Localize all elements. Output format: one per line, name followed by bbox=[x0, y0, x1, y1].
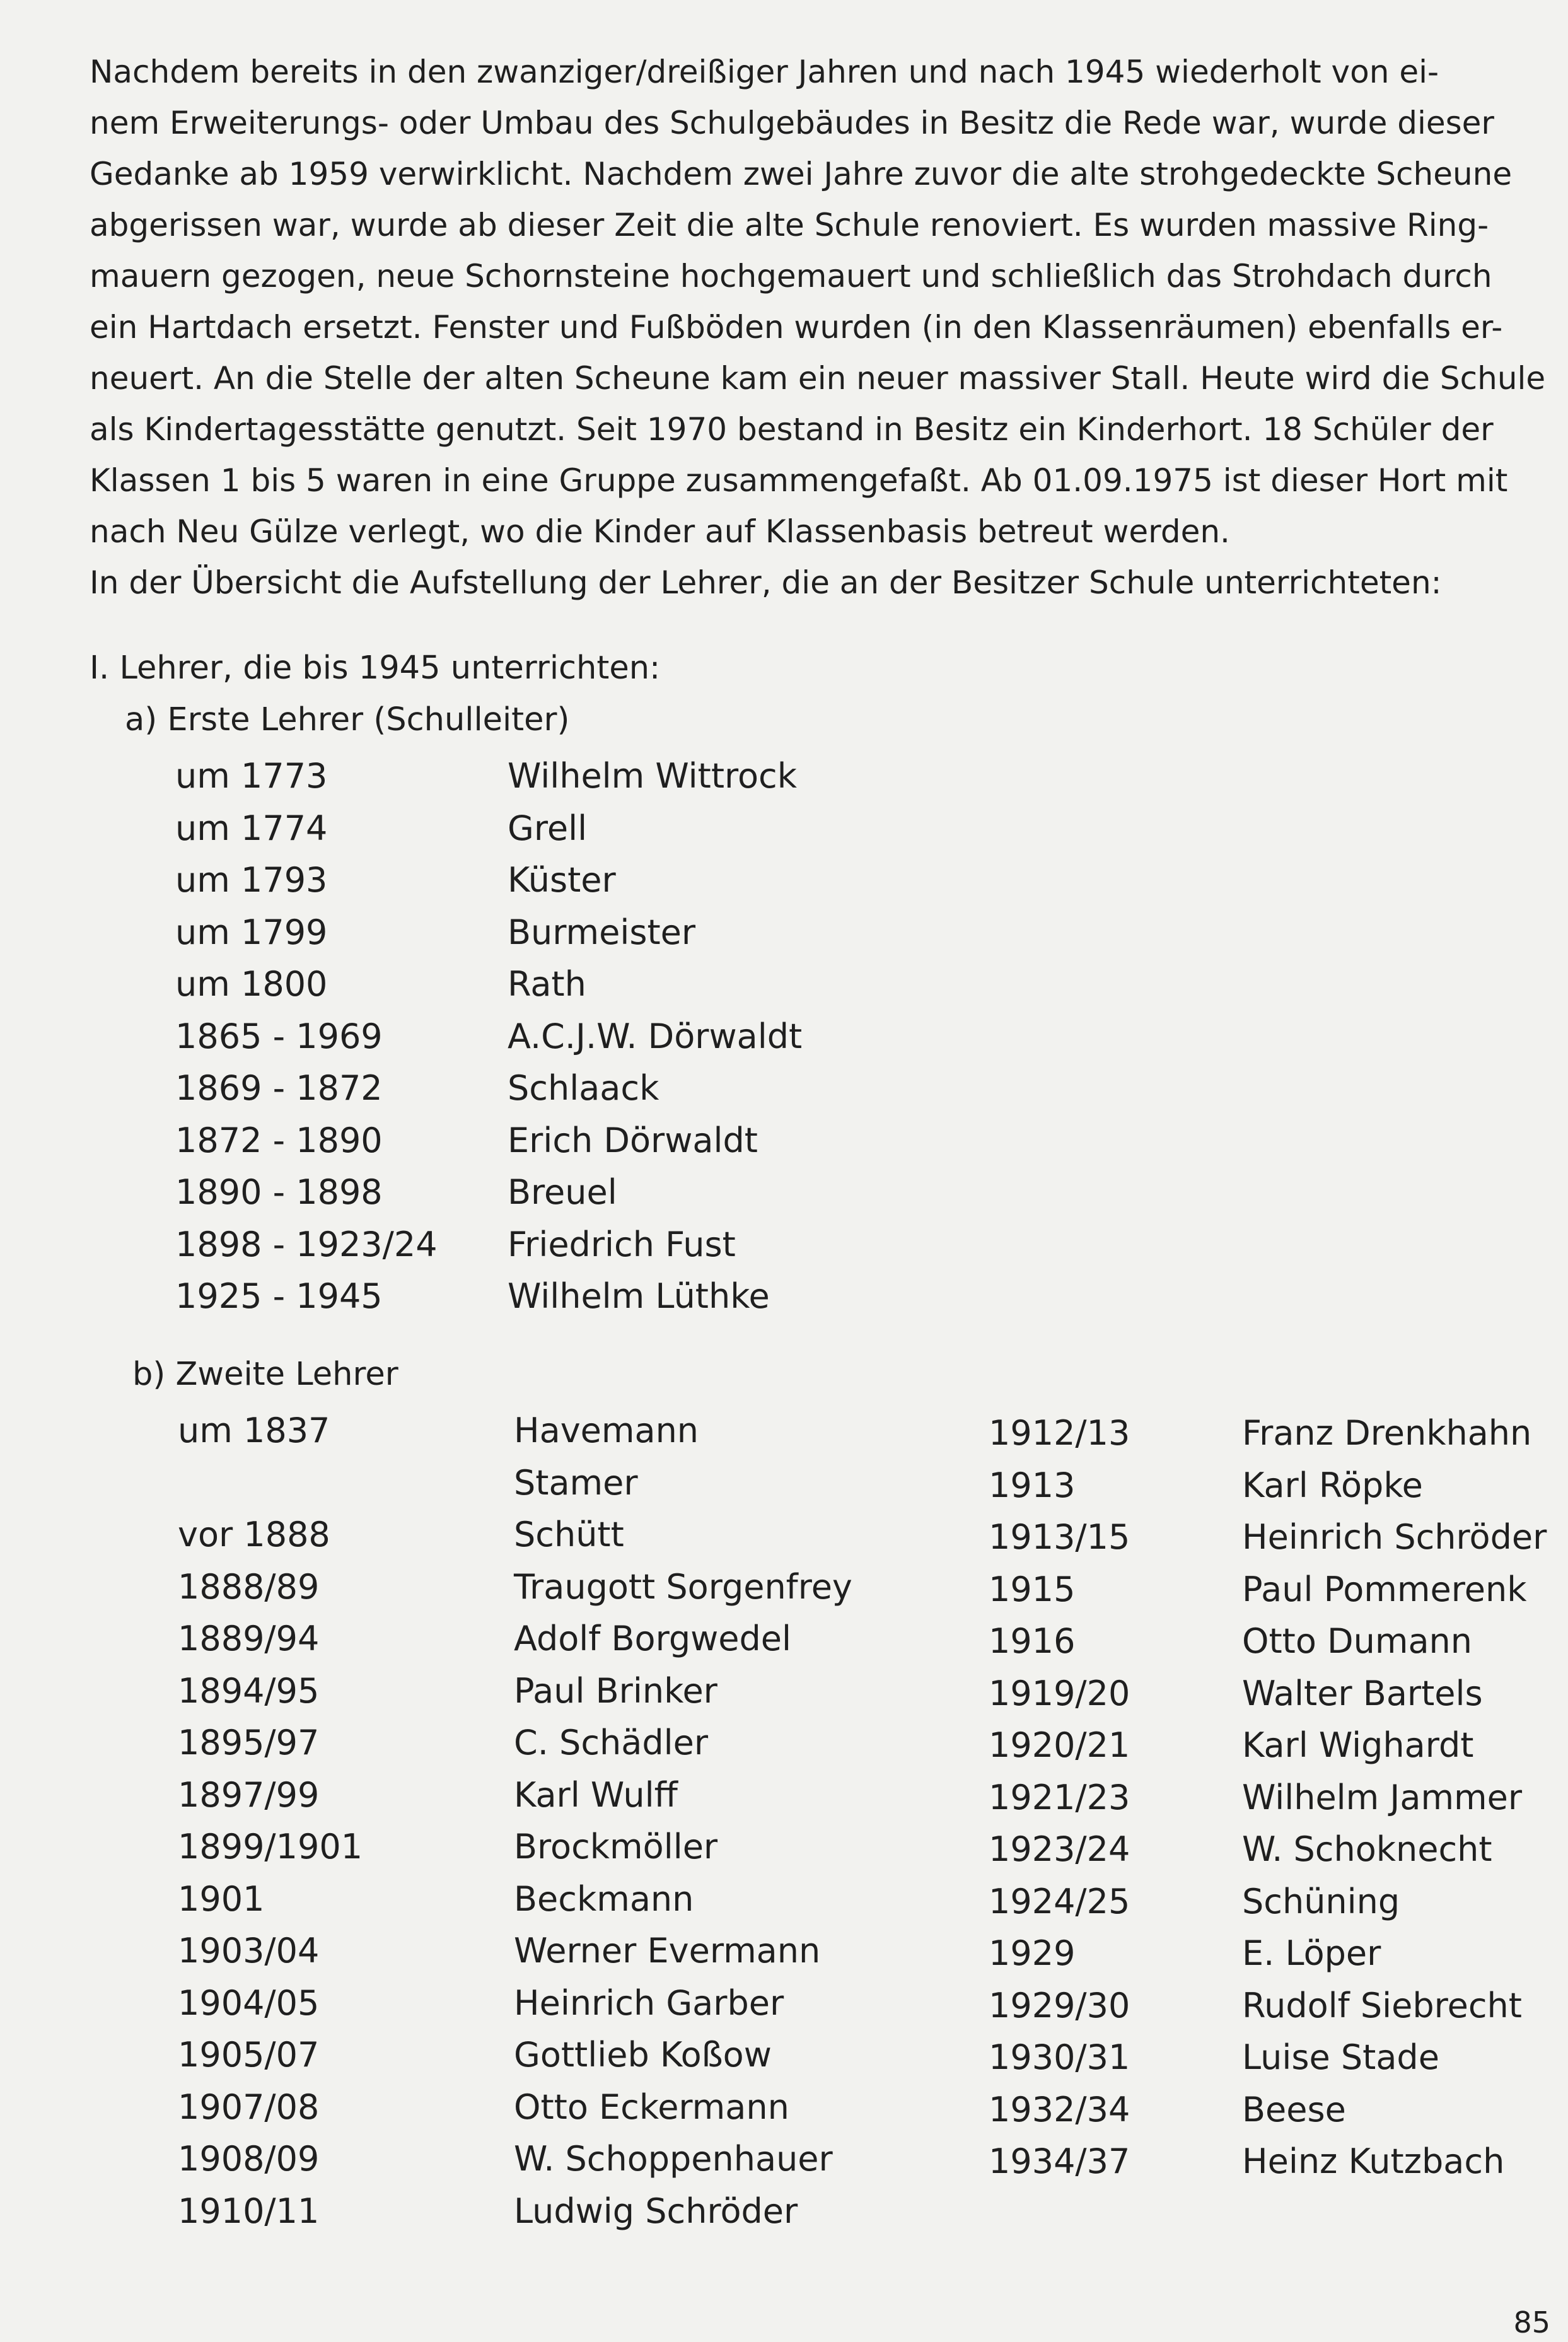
teacher-name: Wilhelm Wittrock bbox=[508, 756, 797, 796]
teacher-name: W. Schoknecht bbox=[1242, 1829, 1492, 1869]
first-teachers-periods bbox=[175, 750, 438, 1323]
teacher-period: um 1799 bbox=[175, 912, 328, 952]
teacher-period: 1932/34 bbox=[989, 2089, 1130, 2129]
teacher-name: Werner Evermann bbox=[514, 1931, 821, 1971]
teacher-period: 1895/97 bbox=[178, 1723, 320, 1762]
teacher-period: 1920/21 bbox=[989, 1725, 1130, 1765]
teacher-name: Rath bbox=[508, 964, 586, 1004]
section-heading: I. Lehrer, die bis 1945 unterrichten: bbox=[90, 650, 661, 687]
teacher-name: Traugott Sorgenfrey bbox=[514, 1566, 852, 1607]
teacher-period: 1903/04 bbox=[178, 1931, 320, 1971]
teacher-name: Gottlieb Koßow bbox=[514, 2035, 772, 2075]
teacher-period: 1869 - 1872 bbox=[175, 1068, 383, 1108]
teacher-period: 1921/23 bbox=[989, 1777, 1130, 1817]
second-teachers-left-periods bbox=[178, 1405, 363, 2237]
teacher-period: 1929 bbox=[989, 1933, 1076, 1973]
teacher-name: Heinrich Garber bbox=[514, 1983, 784, 2023]
teacher-name: Paul Pommerenk bbox=[1242, 1569, 1527, 1609]
teacher-period: um 1773 bbox=[175, 756, 328, 796]
teacher-name: Schüning bbox=[1242, 1881, 1400, 1921]
teacher-name: Otto Dumann bbox=[1242, 1621, 1473, 1661]
teacher-name: Friedrich Fust bbox=[508, 1224, 736, 1264]
teacher-period: 1919/20 bbox=[989, 1673, 1130, 1713]
teacher-name: Brockmöller bbox=[514, 1827, 718, 1867]
teacher-period: 1865 - 1969 bbox=[175, 1016, 383, 1056]
teacher-period: 1925 - 1945 bbox=[175, 1276, 383, 1316]
first-teachers-heading: a) Erste Lehrer (Schulleiter) bbox=[125, 701, 570, 738]
teacher-period: um 1837 bbox=[178, 1411, 330, 1450]
teacher-name: Breuel bbox=[508, 1172, 617, 1212]
second-teachers-left-names bbox=[514, 1405, 852, 2237]
teacher-period: 1930/31 bbox=[989, 2037, 1130, 2077]
teacher-period bbox=[178, 1457, 363, 1510]
second-teachers-right-periods bbox=[989, 1407, 1130, 2188]
intro-line: neuert. An die Stelle der alten Scheune kam ein neuer massiver Stall. Heute wird die Schule bbox=[90, 360, 1546, 397]
intro-line: Gedanke ab 1959 verwirklicht. Nachdem zwei Jahre zuvor die alte strohgedeckte Scheune bbox=[90, 156, 1513, 192]
teacher-period: 1905/07 bbox=[178, 2035, 320, 2075]
teacher-name: Ludwig Schröder bbox=[514, 2191, 798, 2231]
teacher-name: Adolf Borgwedel bbox=[514, 1619, 791, 1658]
teacher-name: Karl Wulff bbox=[514, 1774, 678, 1815]
teacher-period: 1924/25 bbox=[989, 1881, 1130, 1921]
intro-line: nach Neu Gülze verlegt, wo die Kinder auf Klassenbasis betreut werden. bbox=[90, 513, 1230, 550]
second-teachers-heading: b) Zweite Lehrer bbox=[132, 1356, 398, 1393]
teacher-name: Karl Wighardt bbox=[1242, 1725, 1474, 1765]
teacher-name: Schlaack bbox=[508, 1068, 659, 1108]
teacher-name: Walter Bartels bbox=[1242, 1673, 1483, 1713]
teacher-name: Rudolf Siebrecht bbox=[1242, 1985, 1522, 2025]
teacher-name: Havemann bbox=[514, 1411, 699, 1450]
teacher-name: Heinrich Schröder bbox=[1242, 1517, 1547, 1557]
teacher-period: 1912/13 bbox=[989, 1413, 1130, 1453]
intro-line: In der Übersicht die Aufstellung der Lehrer, die an der Besitzer Schule unterrichteten: bbox=[90, 564, 1442, 601]
teacher-period: 1915 bbox=[989, 1569, 1076, 1609]
teacher-name: Wilhelm Lüthke bbox=[508, 1276, 770, 1316]
intro-line: abgerissen war, wurde ab dieser Zeit die alte Schule renoviert. Es wurden massive Ring- bbox=[90, 207, 1489, 243]
teacher-period: 1872 - 1890 bbox=[175, 1120, 383, 1160]
teacher-name: Schütt bbox=[514, 1515, 624, 1554]
teacher-period: 1934/37 bbox=[989, 2141, 1130, 2181]
teacher-name: Paul Brinker bbox=[514, 1670, 717, 1711]
teacher-name: Franz Drenkhahn bbox=[1242, 1413, 1532, 1453]
teacher-period: 1908/09 bbox=[178, 2139, 320, 2179]
intro-line: mauern gezogen, neue Schornsteine hochgemauert und schließlich das Strohdach durch bbox=[90, 258, 1492, 294]
teacher-name: Otto Eckermann bbox=[514, 2087, 789, 2127]
intro-line: nem Erweiterungs- oder Umbau des Schulgebäudes in Besitz die Rede war, wurde dieser bbox=[90, 105, 1494, 141]
teacher-period: 1897/99 bbox=[178, 1774, 320, 1815]
teacher-period: 1913 bbox=[989, 1465, 1076, 1505]
teacher-name: Heinz Kutzbach bbox=[1242, 2141, 1505, 2181]
teacher-period: 1890 - 1898 bbox=[175, 1172, 383, 1212]
teacher-name: Wilhelm Jammer bbox=[1242, 1777, 1523, 1817]
teacher-period: 1899/1901 bbox=[178, 1827, 363, 1867]
intro-line: Klassen 1 bis 5 waren in eine Gruppe zusammengefaßt. Ab 01.09.1975 ist dieser Hort mit bbox=[90, 462, 1508, 499]
teacher-name: Küster bbox=[508, 860, 616, 900]
first-teachers-names bbox=[508, 750, 802, 1323]
teacher-period: 1888/89 bbox=[178, 1566, 320, 1607]
teacher-name: Karl Röpke bbox=[1242, 1465, 1423, 1505]
intro-line: ein Hartdach ersetzt. Fenster und Fußböden wurden (in den Klassenräumen) ebenfalls er- bbox=[90, 309, 1503, 346]
teacher-period: 1916 bbox=[989, 1621, 1076, 1661]
intro-line: Nachdem bereits in den zwanziger/dreißiger Jahren und nach 1945 wiederholt von ei- bbox=[90, 54, 1439, 90]
teacher-name: Erich Dörwaldt bbox=[508, 1120, 758, 1160]
teacher-period: 1907/08 bbox=[178, 2087, 320, 2127]
teacher-name: Beese bbox=[1242, 2089, 1346, 2129]
teacher-name: A.C.J.W. Dörwaldt bbox=[508, 1016, 803, 1056]
teacher-name: C. Schädler bbox=[514, 1723, 709, 1762]
teacher-name: Burmeister bbox=[508, 912, 696, 952]
teacher-name: Grell bbox=[508, 808, 588, 848]
intro-line: als Kindertagesstätte genutzt. Seit 1970 bestand in Besitz ein Kinderhort. 18 Schüler der bbox=[90, 411, 1494, 448]
second-teachers-right-names bbox=[1242, 1407, 1547, 2188]
teacher-period: 1913/15 bbox=[989, 1517, 1130, 1557]
teacher-name: W. Schoppenhauer bbox=[514, 2139, 833, 2179]
teacher-name: Beckmann bbox=[514, 1879, 694, 1919]
teacher-period: um 1774 bbox=[175, 808, 328, 848]
teacher-name: Luise Stade bbox=[1242, 2037, 1439, 2077]
intro-paragraph bbox=[90, 47, 1546, 609]
teacher-period: 1898 - 1923/24 bbox=[175, 1224, 438, 1264]
teacher-period: 1894/95 bbox=[178, 1670, 320, 1711]
teacher-name: E. Löper bbox=[1242, 1933, 1381, 1973]
teacher-period: 1904/05 bbox=[178, 1983, 320, 2023]
teacher-period: 1923/24 bbox=[989, 1829, 1130, 1869]
page-number: 85 bbox=[1513, 2305, 1550, 2339]
teacher-period: um 1793 bbox=[175, 860, 328, 900]
teacher-name: Stamer bbox=[514, 1462, 638, 1503]
teacher-period: 1910/11 bbox=[178, 2191, 320, 2231]
teacher-period: um 1800 bbox=[175, 964, 328, 1004]
teacher-period: 1929/30 bbox=[989, 1985, 1130, 2025]
teacher-period: 1889/94 bbox=[178, 1619, 320, 1658]
teacher-period: 1901 bbox=[178, 1879, 265, 1919]
teacher-period: vor 1888 bbox=[178, 1515, 330, 1554]
